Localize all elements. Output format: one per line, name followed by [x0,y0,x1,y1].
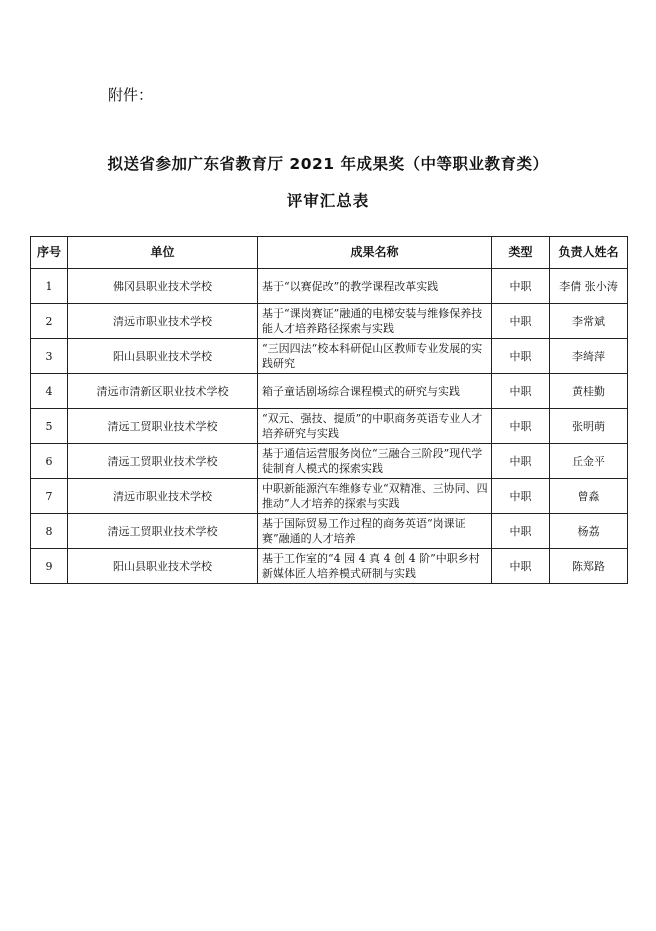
cell-type: 中职 [492,304,550,339]
header-leader: 负责人姓名 [550,237,628,269]
cell-achievement-name: 基于工作室的“4 园 4 真 4 创 4 阶”中职乡村新媒体匠人培养模式研制与实践 [258,549,492,584]
header-no: 序号 [31,237,68,269]
cell-achievement-name: 基于国际贸易工作过程的商务英语“岗课证赛”融通的人才培养 [258,514,492,549]
cell-leader: 陈郑路 [550,549,628,584]
cell-type: 中职 [492,514,550,549]
cell-no: 8 [31,514,68,549]
table-row [31,479,628,514]
table-row [31,339,628,374]
cell-achievement-name: “双元、强技、提质”的中职商务英语专业人才培养研究与实践 [258,409,492,444]
cell-type: 中职 [492,269,550,304]
cell-leader: 曾淼 [550,479,628,514]
cell-type: 中职 [492,374,550,409]
cell-achievement-name: 基于“课岗赛证”融通的电梯安装与维修保养技能人才培养路径探索与实践 [258,304,492,339]
cell-leader: 丘金平 [550,444,628,479]
cell-no: 4 [31,374,68,409]
cell-no: 6 [31,444,68,479]
cell-achievement-name: 基于通信运营服务岗位“三融合三阶段”现代学徒制育人模式的探索实践 [258,444,492,479]
cell-leader: 张明萌 [550,409,628,444]
document-subtitle: 评审汇总表 [286,192,370,210]
cell-no: 3 [31,339,68,374]
summary-table [30,236,628,584]
table-row [31,514,628,549]
table-row [31,374,628,409]
cell-type: 中职 [492,549,550,584]
cell-unit: 清远市职业技术学校 [68,304,258,339]
cell-type: 中职 [492,444,550,479]
cell-no: 7 [31,479,68,514]
table-row [31,409,628,444]
cell-leader: 杨荔 [550,514,628,549]
cell-type: 中职 [492,339,550,374]
cell-type: 中职 [492,409,550,444]
cell-no: 1 [31,269,68,304]
header-type: 类型 [492,237,550,269]
cell-no: 2 [31,304,68,339]
cell-leader: 李倩 张小涛 [550,269,628,304]
cell-unit: 清远工贸职业技术学校 [68,444,258,479]
cell-achievement-name: 基于“以赛促改”的教学课程改革实践 [258,269,492,304]
cell-achievement-name: “三因四法“校本科研促山区教师专业发展的实践研究 [258,339,492,374]
header-achievement-name: 成果名称 [258,237,492,269]
table-header-row [31,237,628,269]
cell-unit: 佛冈县职业技术学校 [68,269,258,304]
cell-leader: 李绮萍 [550,339,628,374]
cell-unit: 阳山县职业技术学校 [68,549,258,584]
cell-no: 5 [31,409,68,444]
cell-no: 9 [31,549,68,584]
table-row [31,549,628,584]
cell-leader: 黄桂勤 [550,374,628,409]
cell-achievement-name: 箱子童话剧场综合课程模式的研究与实践 [258,374,492,409]
header-unit: 单位 [68,237,258,269]
cell-unit: 清远市职业技术学校 [68,479,258,514]
table-row [31,444,628,479]
cell-unit: 清远工贸职业技术学校 [68,409,258,444]
document-title: 拟送省参加广东省教育厅 2021 年成果奖（中等职业教育类） [107,155,549,173]
table-row [31,304,628,339]
cell-achievement-name: 中职新能源汽车维修专业“双精准、三协同、四推动”人才培养的探索与实践 [258,479,492,514]
attachment-label: 附件： [108,86,154,104]
cell-unit: 阳山县职业技术学校 [68,339,258,374]
cell-leader: 李常斌 [550,304,628,339]
cell-unit: 清远工贸职业技术学校 [68,514,258,549]
cell-unit: 清远市清新区职业技术学校 [68,374,258,409]
cell-type: 中职 [492,479,550,514]
table-row [31,269,628,304]
